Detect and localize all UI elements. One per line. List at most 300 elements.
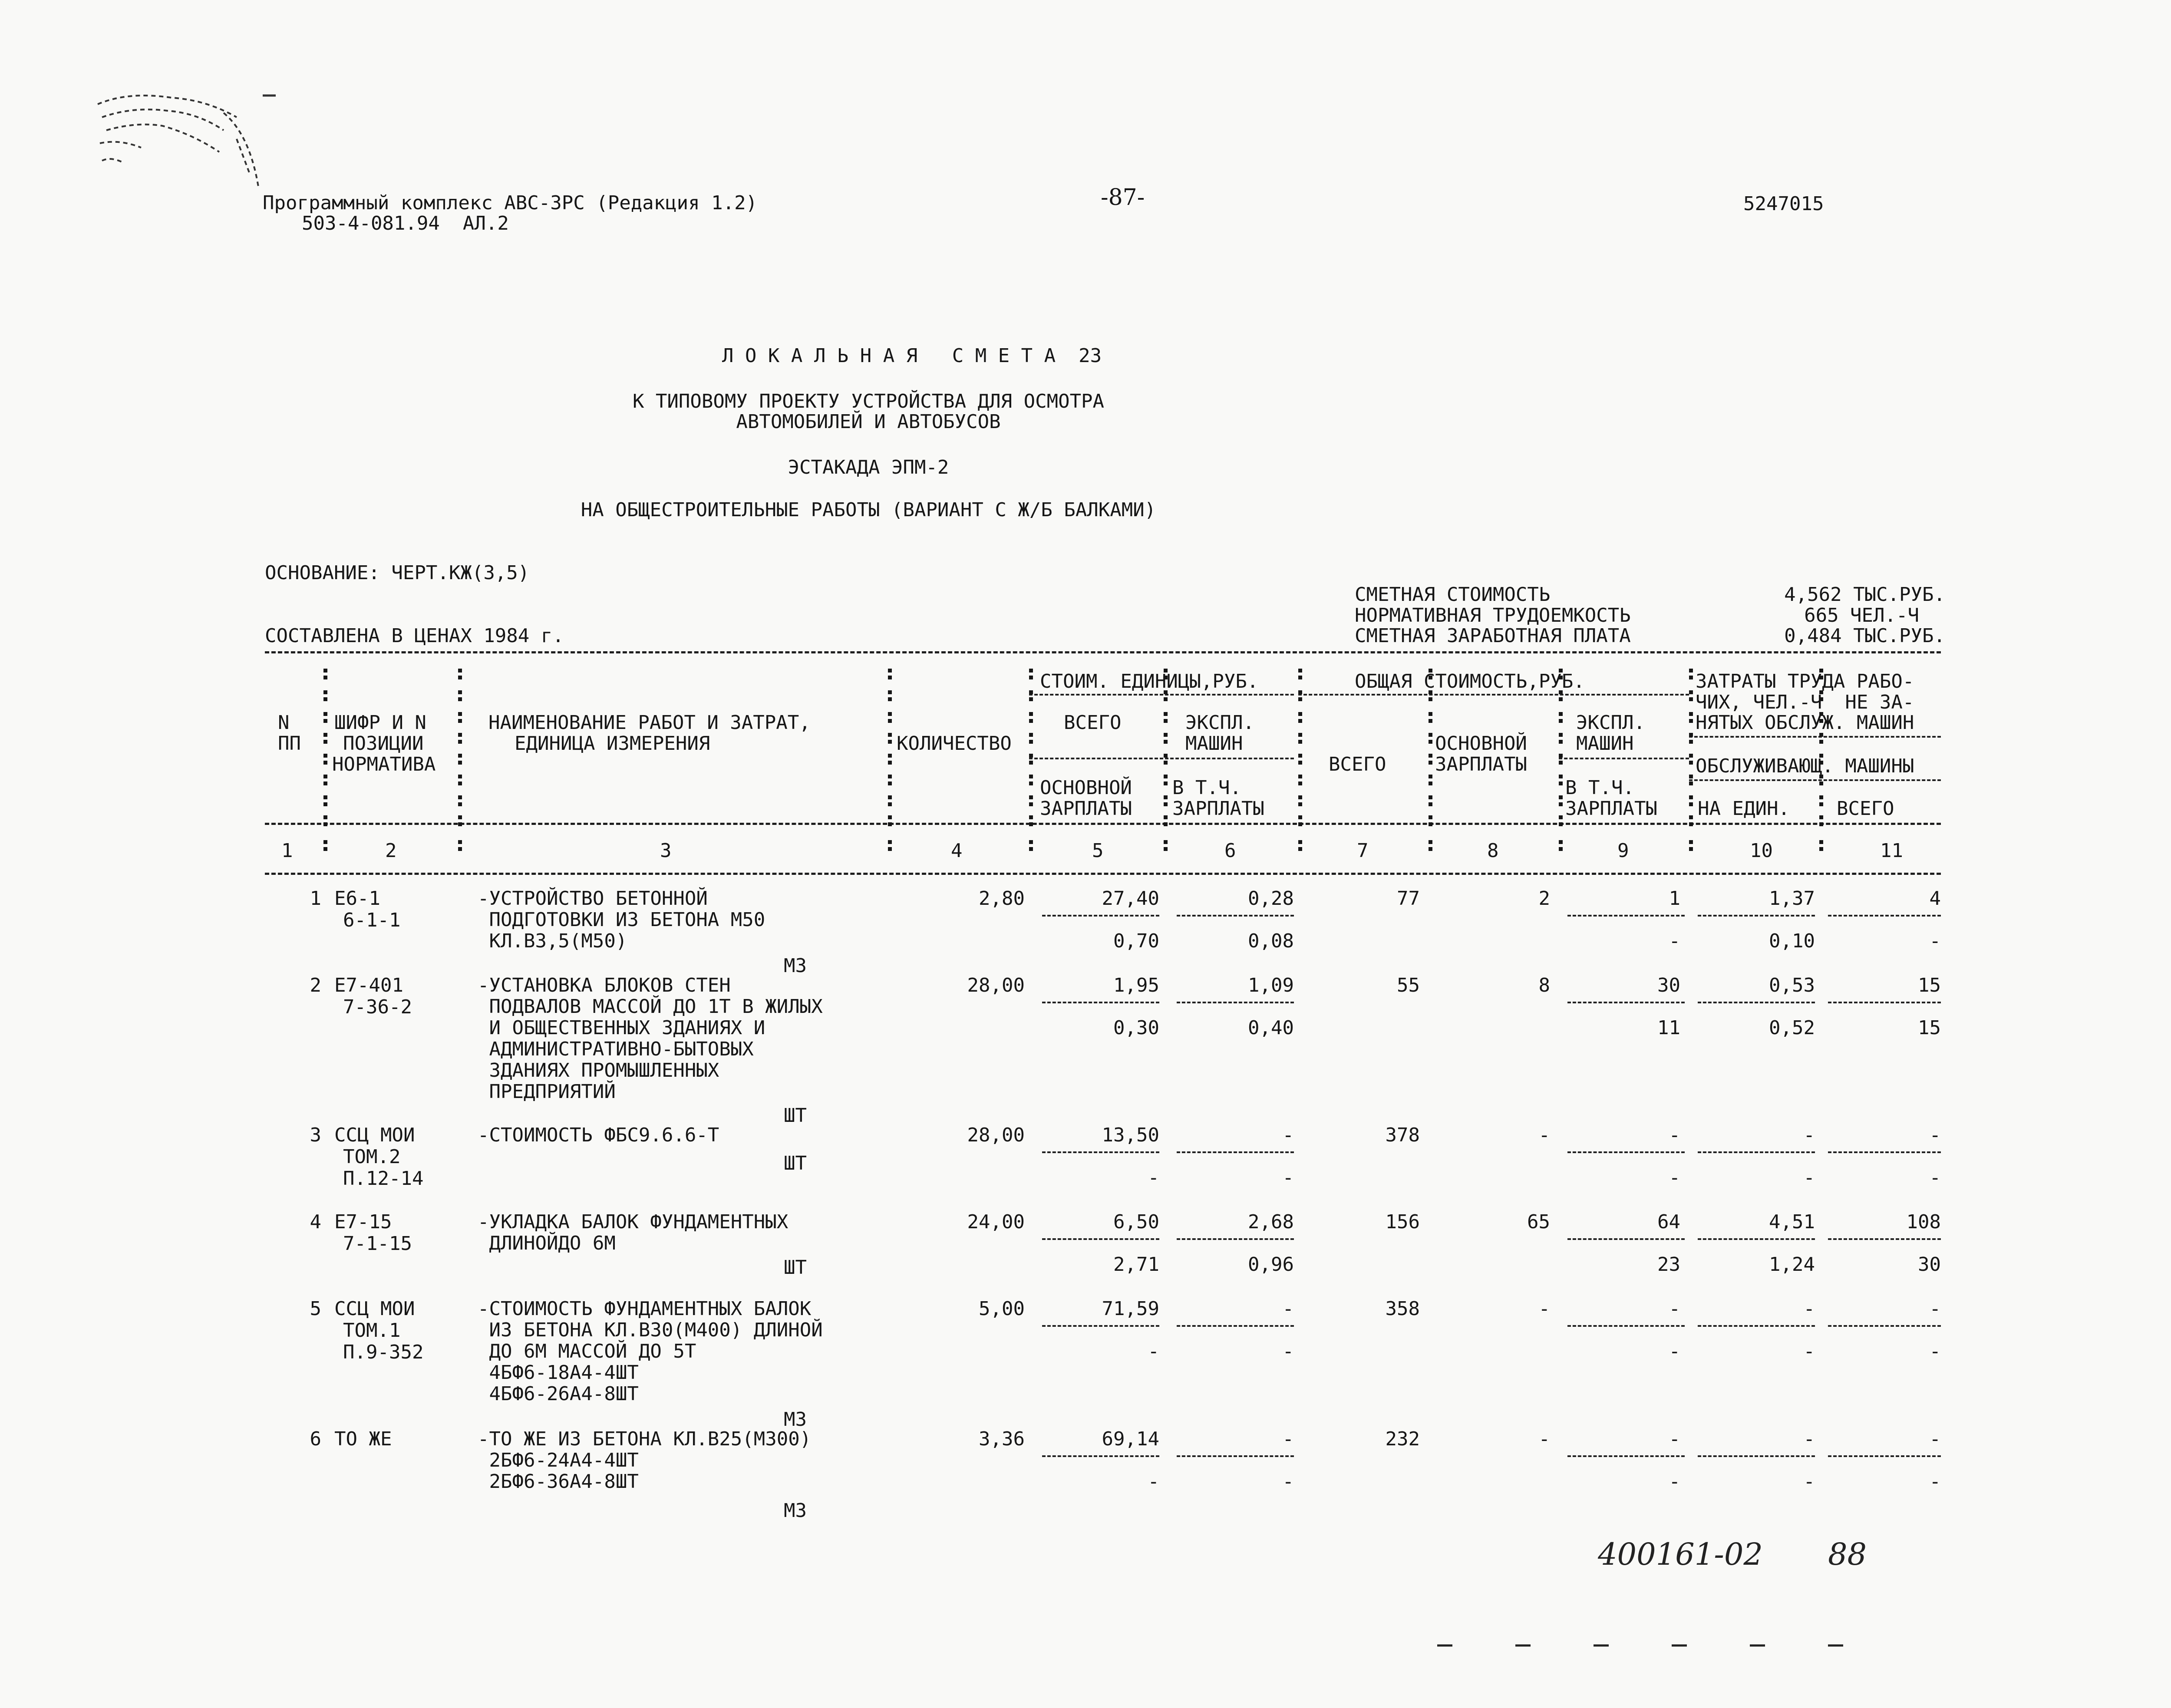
row-code: ТОМ.2 [343,1146,401,1168]
row-code: Е7-401 [334,974,403,996]
row-total-machine-wages: - [1669,1167,1680,1189]
row-total-machine-wages: - [1669,1471,1680,1493]
row-total: 358 [1385,1298,1420,1320]
column-separator-dot [1429,781,1432,785]
column-separator-dot [1298,822,1302,826]
column-separator-dot [1164,719,1168,723]
summary-value-cost: 4,562 ТЫС.РУБ. [1784,584,1945,606]
cell-divider [1698,1238,1815,1240]
header-col11: ВСЕГО [1837,798,1894,820]
column-separator-dot [1689,733,1693,737]
header-labor-line1: ЗАТРАТЫ ТРУДА РАБО- [1696,670,1914,692]
column-separator-dot [458,822,462,826]
row-name-line: ЗДАНИЯХ ПРОМЫШЛЕННЫХ [478,1059,719,1082]
column-separator-dot [1298,754,1302,758]
row-unit-machine-wages: - [1282,1340,1294,1362]
row-labor-total-service: 15 [1918,1017,1941,1039]
handwritten-page-number: 88 [1828,1537,1867,1572]
row-total-machine-wages: 23 [1657,1253,1680,1276]
header-col5-line2: ОСНОВНОЙ [1040,777,1132,799]
row-name-line: КЛ.В3,5(М50) [478,930,627,952]
row-labor-unit: 1,37 [1769,887,1815,910]
cell-divider [1177,1325,1294,1327]
row-labor-total: 108 [1906,1211,1941,1233]
cell-divider [1698,1455,1815,1457]
column-separator-dot [1429,697,1432,701]
column-separator-dot [888,822,892,826]
column-separator-dot [1298,676,1302,679]
column-separator-dot [1689,775,1693,778]
row-unit-machines: - [1282,1124,1294,1146]
header-labor-line2: ЧИХ, ЧЕЛ.-Ч НЕ ЗА- [1696,691,1914,713]
column-separator-dot [458,690,462,694]
column-separator-dot [1689,761,1693,765]
row-labor-unit: 0,53 [1769,974,1815,996]
column-separator-dot [888,754,892,758]
cell-divider [1177,1151,1294,1153]
header-col9-line3: В Т.Ч. [1565,777,1634,799]
row-quantity: 3,36 [979,1428,1025,1450]
column-separator-dot [1689,815,1693,819]
row-name-line: ИЗ БЕТОНА КЛ.В30(М400) ДЛИНОЙ [478,1319,823,1341]
column-separator-dot [458,840,462,844]
row-unit-machine-wages: 0,40 [1248,1017,1294,1039]
cell-divider [1828,1151,1941,1153]
column-separator-dot [1029,847,1033,851]
row-unit-machine-wages: - [1282,1471,1294,1493]
column-separator-dot [458,719,462,723]
row-unit-machines: - [1282,1298,1294,1320]
column-separator-dot [1689,795,1693,799]
column-separator-dot [1429,712,1432,716]
row-number: 3 [310,1124,321,1146]
row-labor-total-service: 30 [1918,1253,1941,1276]
row-unit-machine-wages: - [1282,1167,1294,1189]
cell-divider [1177,915,1294,917]
prices-year: СОСТАВЛЕНА В ЦЕНАХ 1984 г. [265,625,564,647]
row-quantity: 24,00 [967,1211,1025,1233]
cell-divider [1042,1151,1159,1153]
row-labor-unit: - [1803,1298,1815,1320]
row-unit-machines: 2,68 [1248,1211,1294,1233]
colnum-11: 11 [1880,840,1903,862]
column-separator-dot [1029,761,1033,765]
column-separator-dot [1298,847,1302,851]
column-separator-dot [1029,740,1033,744]
cell-divider [1567,1238,1685,1240]
title-line-1: К ТИПОВОМУ ПРОЕКТУ УСТРОЙСТВА ДЛЯ ОСМОТРА [632,390,1105,412]
header-col9-line4: ЗАРПЛАТЫ [1565,798,1657,820]
column-separator-dot [323,669,327,673]
row-total-machine-wages: - [1669,930,1680,952]
row-total-machines: - [1669,1298,1680,1320]
column-separator-dot [1559,815,1563,819]
column-separator-dot [323,822,327,826]
row-labor-unit-service: - [1803,1471,1815,1493]
column-separator-dot [1819,847,1823,851]
colnum-5: 5 [1092,840,1104,862]
cell-divider [1567,1455,1685,1457]
column-separator-dot [888,712,892,716]
column-separator-dot [1029,719,1033,723]
row-quantity: 28,00 [967,974,1025,996]
row-labor-total: - [1929,1298,1941,1320]
column-separator-dot [458,802,462,806]
column-separator-dot [1164,761,1168,765]
cell-divider [1567,1151,1685,1153]
cell-divider [1567,915,1685,917]
header-col6-line1: ЭКСПЛ. [1185,712,1254,734]
row-total-wages: 2 [1538,887,1550,910]
column-separator-dot [458,761,462,765]
column-separator-dot [1029,712,1033,716]
column-separator-dot [1819,822,1823,826]
header-col2-line1: ШИФР И N [334,712,426,734]
row-unit-wages: 2,71 [1113,1253,1159,1276]
column-separator-dot [1164,740,1168,744]
works-type: НА ОБЩЕСТРОИТЕЛЬНЫЕ РАБОТЫ (ВАРИАНТ С Ж/Б БАЛКАМИ) [581,499,1156,521]
row-code: Е7-15 [334,1211,392,1233]
row-total-machines: 1 [1669,887,1680,910]
column-separator-dot [323,795,327,799]
row-name-line: ПОДГОТОВКИ ИЗ БЕТОНА М50 [478,909,765,931]
colnum-7: 7 [1357,840,1369,862]
header-col10: НА ЕДИН. [1698,798,1790,820]
row-unit-total: 71,59 [1102,1298,1159,1320]
row-quantity: 2,80 [979,887,1025,910]
row-labor-total-service: - [1929,1471,1941,1493]
column-separator-dot [1429,847,1432,851]
column-separator-dot [1298,761,1302,765]
column-separator-dot [1559,740,1563,744]
cell-divider [1698,915,1815,917]
object-name: ЭСТАКАДА ЭПМ-2 [788,456,949,478]
column-separator-dot [888,697,892,701]
column-separator-dot [1819,740,1823,744]
column-separator-dot [458,775,462,778]
column-separator-dot [458,740,462,744]
row-name-line: -УСТАНОВКА БЛОКОВ СТЕН [478,974,731,996]
row-name-line: ДЛИНОЙДО 6М [478,1232,616,1254]
corner-stamp-scribble [93,87,276,200]
row-total: 55 [1397,974,1420,996]
column-separator-dot [323,733,327,737]
summary-label-cost: СМЕТНАЯ СТОИМОСТЬ [1355,584,1551,606]
project-number: 503-4-081.94 АЛ.2 [302,212,509,234]
colnum-6: 6 [1224,840,1236,862]
column-separator-dot [1559,802,1563,806]
column-separator-dot [1298,697,1302,701]
column-separator-dot [458,754,462,758]
header-col8-line1: ОСНОВНОЙ [1435,732,1527,755]
column-separator-dot [1029,669,1033,673]
cell-divider [1042,915,1159,917]
column-separator-dot [1029,815,1033,819]
row-quantity: 28,00 [967,1124,1025,1146]
column-separator-dot [1559,795,1563,799]
colnum-10: 10 [1750,840,1773,862]
column-separator-dot [1298,795,1302,799]
cell-divider [1828,1002,1941,1003]
column-separator-dot [323,815,327,819]
column-separator-dot [1164,712,1168,716]
cell-divider [1698,1002,1815,1003]
column-separator-dot [1164,822,1168,826]
row-unit-machine-wages: 0,96 [1248,1253,1294,1276]
row-unit: М3 [784,1500,807,1522]
bottom-dashes [1433,1641,1889,1650]
row-labor-unit-service: 1,24 [1769,1253,1815,1276]
row-labor-unit-service: 0,52 [1769,1017,1815,1039]
row-code: П.9-352 [343,1341,424,1363]
column-separator-dot [1164,815,1168,819]
row-unit: ШТ [784,1105,807,1127]
summary-value-labor: 665 ЧЕЛ.-Ч [1804,604,1919,626]
column-separator-dot [1164,775,1168,778]
column-separator-dot [1559,719,1563,723]
column-separator-dot [1559,761,1563,765]
column-separator-dot [888,676,892,679]
row-labor-total-service: - [1929,930,1941,952]
row-unit-total: 1,95 [1113,974,1159,996]
column-separator-dot [1689,822,1693,826]
column-separator-dot [1164,754,1168,758]
header-unit-cost: СТОИМ. ЕДИНИЦЫ,РУБ. [1040,670,1259,692]
row-total: 156 [1385,1211,1420,1233]
summary-label-labor: НОРМАТИВНАЯ ТРУДОЕМКОСТЬ [1355,604,1631,626]
row-unit: М3 [784,1408,807,1431]
column-separator-dot [323,754,327,758]
column-separator-dot [458,697,462,701]
header-col6-line3: В Т.Ч. [1172,777,1241,799]
column-separator-dot [1689,719,1693,723]
column-separator-dot [1689,781,1693,785]
column-separator-dot [458,781,462,785]
cell-divider [1177,1238,1294,1240]
row-total-machines: 30 [1657,974,1680,996]
column-separator-dot [1298,781,1302,785]
column-separator-dot [1819,840,1823,844]
column-separator-dot [1029,775,1033,778]
column-separator-dot [323,781,327,785]
colnum-1: 1 [281,840,293,862]
header-labor-sub: ОБСЛУЖИВАЮЩ. МАШИНЫ [1696,755,1914,777]
page-number: -87- [1101,185,1145,211]
cell-divider [1828,915,1941,917]
column-separator-dot [458,815,462,819]
column-separator-dot [1429,775,1432,778]
column-separator-dot [888,719,892,723]
colnum-3: 3 [660,840,672,862]
column-separator-dot [323,712,327,716]
cell-divider [1828,1238,1941,1240]
row-labor-total-service: - [1929,1340,1941,1362]
column-separator-dot [1164,802,1168,806]
row-labor-total: - [1929,1124,1941,1146]
column-separator-dot [888,733,892,737]
row-number: 1 [310,887,321,910]
column-separator-dot [1559,697,1563,701]
column-separator-dot [1689,840,1693,844]
column-separator-dot [1029,781,1033,785]
header-col3-line1: НАИМЕНОВАНИЕ РАБОТ И ЗАТРАТ, [488,712,811,734]
column-separator-dot [1429,840,1432,844]
cell-divider [1567,1325,1685,1327]
column-separator-dot [323,719,327,723]
cell-divider [1177,1455,1294,1457]
row-labor-unit: - [1803,1428,1815,1450]
column-separator-dot [1298,815,1302,819]
row-name-line: 4БФ6-26А4-8ШТ [478,1383,639,1405]
column-separator-dot [888,781,892,785]
header-col6-line2: МАШИН [1185,732,1243,755]
header-col2-line2: ПОЗИЦИИ [343,732,424,755]
column-separator-dot [1429,733,1432,737]
column-separator-dot [888,840,892,844]
column-separator-dot [1029,795,1033,799]
column-separator-dot [888,815,892,819]
column-separator-dot [1429,719,1432,723]
header-col5-total: ВСЕГО [1064,712,1122,734]
column-separator-dot [1689,712,1693,716]
row-code: Е6-1 [334,887,380,910]
column-separator-dot [1559,847,1563,851]
row-unit-wages: - [1148,1340,1159,1362]
row-total-machines: - [1669,1428,1680,1450]
column-separator-dot [458,733,462,737]
column-separator-dot [1298,802,1302,806]
header-labor-line3: НЯТЫХ ОБСЛУЖ. МАШИН [1696,712,1914,734]
cell-divider [1567,1002,1685,1003]
title-line-2: АВТОМОБИЛЕЙ И АВТОБУСОВ [736,411,1001,433]
column-separator-dot [1689,740,1693,744]
basis: ОСНОВАНИЕ: ЧЕРТ.КЖ(3,5) [265,562,530,584]
row-labor-total: 15 [1918,974,1941,996]
column-separator-dot [1819,802,1823,806]
row-unit: ШТ [784,1152,807,1174]
column-separator-dot [323,847,327,851]
header-total-cost: ОБЩАЯ СТОИМОСТЬ,РУБ. [1355,670,1585,692]
row-number: 5 [310,1298,321,1320]
column-separator-dot [1819,795,1823,799]
row-name-line: 4БФ6-18А4-4ШТ [478,1362,639,1384]
row-unit-machine-wages: 0,08 [1248,930,1294,952]
cell-divider [1042,1238,1159,1240]
row-name-line: 2БФ6-36А4-8ШТ [478,1471,639,1493]
column-separator-dot [1029,802,1033,806]
header-col8-line2: ЗАРПЛАТЫ [1435,753,1527,775]
column-separator-dot [1298,712,1302,716]
column-separator-dot [1559,754,1563,758]
column-separator-dot [458,676,462,679]
row-total-wages: 8 [1538,974,1550,996]
row-labor-total: - [1929,1428,1941,1450]
row-unit-total: 69,14 [1102,1428,1159,1450]
column-separator-dot [1429,815,1432,819]
column-separator-dot [323,740,327,744]
column-separator-dot [323,697,327,701]
row-unit: ШТ [784,1256,807,1279]
row-total-machine-wages: 11 [1657,1017,1680,1039]
row-number: 2 [310,974,321,996]
column-separator-dot [323,802,327,806]
row-name-line: АДМИНИСТРАТИВНО-БЫТОВЫХ [478,1038,754,1060]
row-number: 4 [310,1211,321,1233]
cell-divider [1698,1325,1815,1327]
column-separator-dot [1164,781,1168,785]
row-name-line: ДО 6М МАССОЙ ДО 5Т [478,1340,696,1362]
column-separator-dot [1298,719,1302,723]
colnum-4: 4 [951,840,963,862]
row-unit-total: 6,50 [1113,1211,1159,1233]
column-separator-dot [1298,669,1302,673]
row-labor-total: 4 [1929,887,1941,910]
row-total-wages: - [1538,1428,1550,1450]
row-total: 378 [1385,1124,1420,1146]
column-separator-dot [1429,740,1432,744]
column-separator-dot [1559,822,1563,826]
column-separator-dot [1559,840,1563,844]
cell-divider [1042,1325,1159,1327]
column-separator-dot [1689,690,1693,694]
header-col3-line2: ЕДИНИЦА ИЗМЕРЕНИЯ [515,732,710,755]
column-separator-dot [458,712,462,716]
column-separator-dot [888,690,892,694]
row-name-line: -УСТРОЙСТВО БЕТОННОЙ [478,887,708,910]
row-labor-unit-service: 0,10 [1769,930,1815,952]
column-separator-dot [323,676,327,679]
summary-value-wages: 0,484 ТЫС.РУБ. [1784,625,1945,647]
row-total-machine-wages: - [1669,1340,1680,1362]
column-separator-dot [888,669,892,673]
row-name-line: -УКЛАДКА БАЛОК ФУНДАМЕНТНЫХ [478,1211,789,1233]
column-separator-dot [1298,740,1302,744]
column-separator-dot [1559,781,1563,785]
cell-divider [1828,1455,1941,1457]
column-separator-dot [323,690,327,694]
column-separator-dot [323,761,327,765]
column-separator-dot [1164,795,1168,799]
column-separator-dot [1029,754,1033,758]
row-quantity: 5,00 [979,1298,1025,1320]
header-col4: КОЛИЧЕСТВО [897,732,1012,755]
column-separator-dot [1689,669,1693,673]
column-separator-dot [888,847,892,851]
column-separator-dot [1689,847,1693,851]
column-separator-dot [323,775,327,778]
column-separator-dot [458,847,462,851]
handwritten-archive-code: 400161-02 [1598,1537,1763,1572]
column-separator-dot [1689,697,1693,701]
row-labor-unit: - [1803,1124,1815,1146]
column-separator-dot [1298,690,1302,694]
row-code: ССЦ МОИ [334,1298,415,1320]
row-total-wages: 65 [1527,1211,1550,1233]
cell-divider [1042,1455,1159,1457]
row-code: П.12-14 [343,1167,424,1190]
row-unit-machines: 1,09 [1248,974,1294,996]
header-col5-line3: ЗАРПЛАТЫ [1040,798,1132,820]
row-name-line: И ОБЩЕСТВЕННЫХ ЗДАНИЯХ И [478,1017,765,1039]
column-separator-dot [1029,733,1033,737]
column-separator-dot [1429,754,1432,758]
row-total: 232 [1385,1428,1420,1450]
header-col6-line4: ЗАРПЛАТЫ [1172,798,1264,820]
row-name-line: ПОДВАЛОВ МАССОЙ ДО 1Т В ЖИЛЫХ [478,996,823,1018]
column-separator-dot [888,740,892,744]
column-separator-dot [888,761,892,765]
row-name-line: ПРЕДПРИЯТИЙ [478,1081,616,1103]
